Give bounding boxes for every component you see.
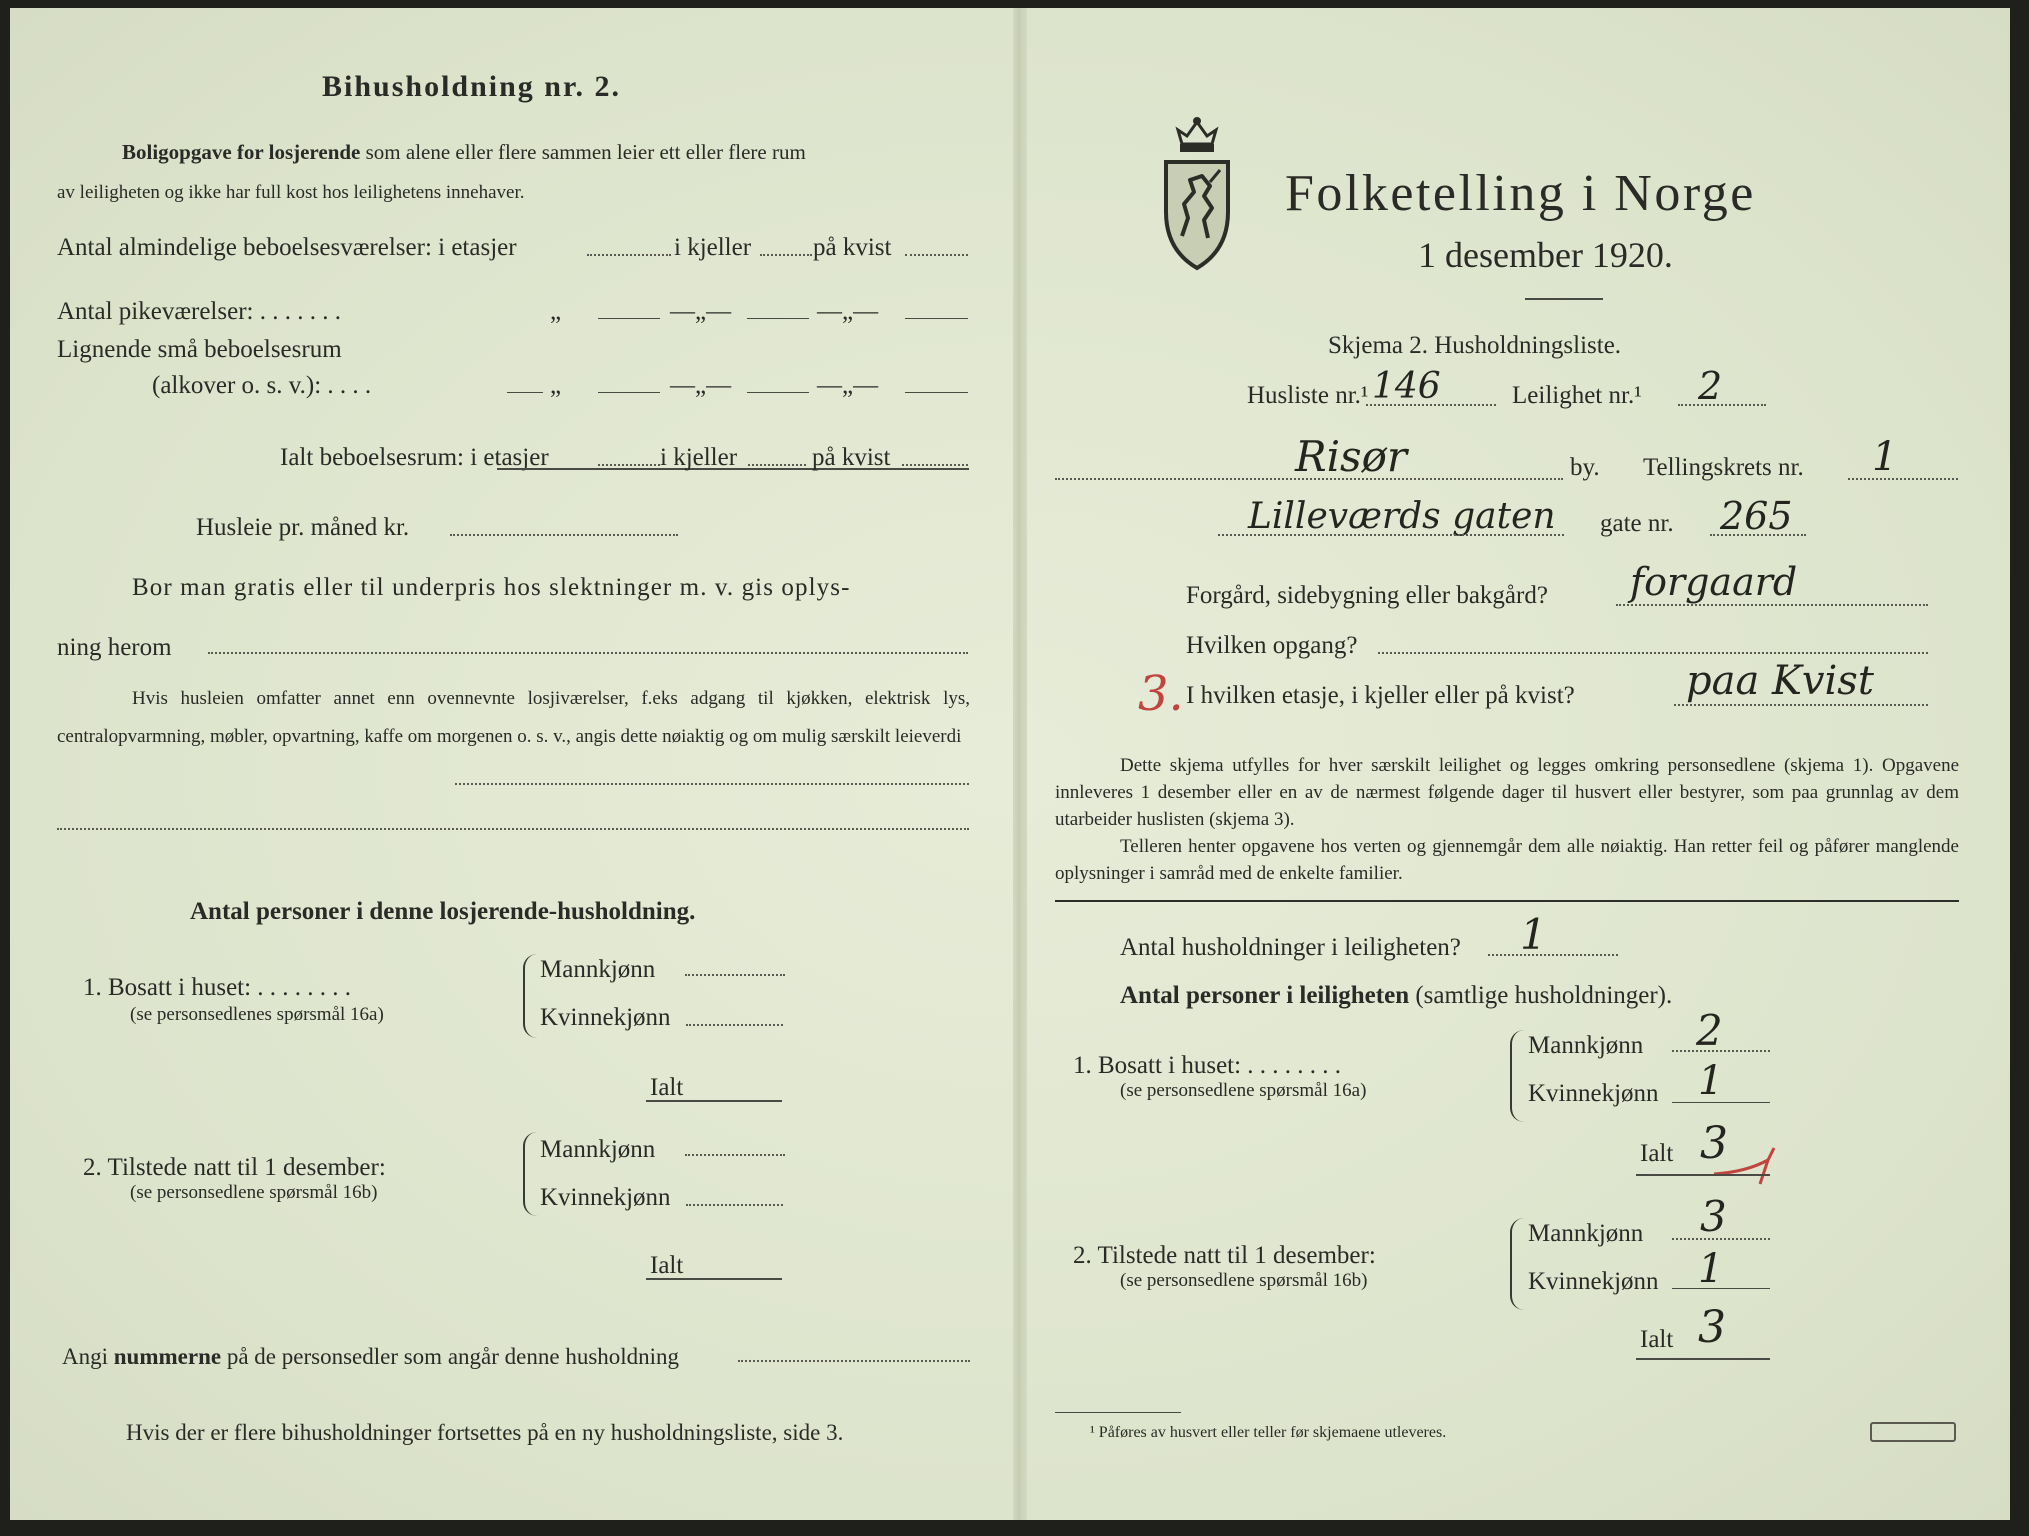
instructions-paragraph-1: Dette skjema utfylles for hver særskilt leilighet og legges omkring personsedlene (skjema 1). Opgavene innleveres 1 desember eller en av de nærmest følgende dager til husvert eller bestyrer, som paa grunnlag av dem utarbeider huslisten (skjema 3). [1055, 755, 1959, 830]
right-bosatt-brace [1510, 1030, 1524, 1122]
krets-label: Tellingskrets nr. [1643, 454, 1804, 481]
right-tilstede-mann-field[interactable] [1672, 1238, 1770, 1240]
gate-label: gate nr. [1600, 510, 1674, 537]
rooms-kjeller-field[interactable] [760, 254, 812, 256]
right-tilstede-brace [1510, 1218, 1524, 1310]
right-bosatt-label: 1. Bosatt i huset: . . . . . . . . [1073, 1052, 1342, 1079]
opgang-label: Hvilken opgang? [1186, 632, 1358, 659]
gate-nr-value: 265 [1720, 494, 1793, 538]
lignende-etasjer-field[interactable] [598, 392, 660, 393]
lignende-label-2: (alkover o. s. v.): . . . . [152, 372, 372, 399]
right-persons-title: Antal personer i leiligheten (samtlige husholdninger). [1120, 982, 1673, 1009]
krets-field[interactable] [1848, 478, 1958, 480]
right-date: 1 desember 1920. [1418, 235, 1673, 275]
etasje-field[interactable] [1674, 704, 1928, 706]
red-check-mark-icon [1710, 1140, 1790, 1188]
intro-line-1: Boligopgave for losjerende som alene eller flere sammen leier ett eller flere rum [122, 140, 806, 164]
right-title: Folketelling i Norge [1285, 165, 1756, 222]
angi-field[interactable] [738, 1360, 970, 1362]
gate-value: Lilleværds gaten [1248, 496, 1556, 537]
left-tilstede-ialt-label: Ialt [650, 1252, 684, 1279]
husliste-field[interactable] [1366, 404, 1496, 406]
left-bosatt-mann-label: Mannkjønn [540, 956, 656, 983]
etasje-value: paa Kvist [1686, 658, 1874, 704]
left-bosatt-ref: (se personsedlenes spørsmål 16a) [130, 1004, 384, 1025]
left-tilstede-kvinne-field[interactable] [686, 1204, 783, 1206]
rooms-kjeller-label: i kjeller [674, 234, 752, 261]
left-tilstede-ialt-field[interactable] [646, 1278, 782, 1280]
instructions-paragraph-2: Telleren henter opgavene hos verten og gjennemgår dem alle nøiaktig. Han retter feil og påfører manglende oplysninger i samråd med de enkelte familier. [1055, 836, 1959, 884]
angi-line: Angi nummerne på de personsedler som angår denne husholdning [62, 1344, 680, 1369]
right-bosatt-ialt-field[interactable] [1636, 1174, 1770, 1176]
right-tilstede-kvinne-value: 1 [1698, 1246, 1724, 1292]
right-tilstede-ialt-label: Ialt [1640, 1326, 1674, 1353]
ialt-kjeller-label: i kjeller [660, 444, 738, 471]
right-tilstede-mann-value: 3 [1700, 1192, 1727, 1241]
left-tilstede-mann-label: Mannkjønn [540, 1136, 656, 1163]
left-bosatt-ialt-field[interactable] [646, 1100, 782, 1102]
right-tilstede-ialt-value: 3 [1698, 1302, 1726, 1353]
right-tilstede-ialt-field[interactable] [1636, 1358, 1770, 1360]
pike-ditto-3: —„— [817, 298, 879, 325]
title-divider [1525, 298, 1603, 300]
right-bosatt-mann-value: 2 [1696, 1006, 1723, 1055]
ialt-kvist-field[interactable] [902, 464, 968, 466]
gratis-field[interactable] [208, 652, 968, 654]
lignende-label-1: Lignende små beboelsesrum [57, 336, 342, 363]
husholdninger-label: Antal husholdninger i leiligheten? [1120, 934, 1461, 961]
right-bosatt-ialt-label: Ialt [1640, 1140, 1674, 1167]
left-bosatt-mann-field[interactable] [685, 974, 785, 976]
right-tilstede-mann-label: Mannkjønn [1528, 1220, 1644, 1247]
by-field[interactable] [1055, 478, 1563, 480]
note-paragraph: Hvis husleien omfatter annet enn ovennevnte losjiværelser, f.eks adgang til kjøkken, elektrisk lys, centralopvarmning, møbler, opvartning, kaffe om morgenen o. s. v., angis dette nøiaktig og om mulig særskilt leieverdi [57, 688, 970, 747]
husholdninger-value: 1 [1520, 910, 1547, 959]
pike-etasjer-field[interactable] [598, 318, 660, 319]
section-divider [1055, 900, 1959, 902]
gratis-line-1: Bor man gratis eller til underpris hos slektninger m. v. gis oplys- [132, 574, 851, 601]
krets-value: 1 [1872, 434, 1898, 480]
pike-label: Antal pikeværelser: . . . . . . . [57, 298, 341, 325]
page-fold [1013, 8, 1027, 1520]
left-tilstede-label: 2. Tilstede natt til 1 desember: [83, 1154, 386, 1181]
etasje-red-mark: 3. [1138, 666, 1184, 722]
rooms-label: Antal almindelige beboelsesværelser: i etasjer [57, 234, 517, 261]
right-tilstede-kvinne-field[interactable] [1672, 1288, 1770, 1289]
right-bosatt-ref: (se personsedlene spørsmål 16a) [1120, 1080, 1367, 1101]
rooms-etasjer-field[interactable] [587, 254, 671, 256]
pike-kvist-field[interactable] [905, 318, 968, 319]
norway-coat-of-arms-icon [1158, 112, 1236, 272]
lignende-kjeller-field[interactable] [747, 392, 809, 393]
husliste-label: Husliste nr.¹ [1247, 382, 1369, 409]
pike-ditto-1: „ [550, 298, 562, 325]
right-tilstede-ref: (se personsedlene spørsmål 16b) [1120, 1270, 1368, 1291]
by-label: by. [1570, 454, 1600, 481]
rooms-kvist-label: på kvist [813, 234, 892, 261]
forgard-field[interactable] [1616, 604, 1928, 606]
pike-kjeller-field[interactable] [747, 318, 809, 319]
rooms-kvist-field[interactable] [905, 254, 968, 256]
lignende-ditto-3: —„— [817, 372, 879, 399]
right-bosatt-ialt-value: 3 [1700, 1118, 1728, 1169]
ialt-etasjer-field[interactable] [598, 464, 660, 466]
left-tilstede-kvinne-label: Kvinnekjønn [540, 1184, 671, 1211]
left-bosatt-kvinne-label: Kvinnekjønn [540, 1004, 671, 1031]
left-persons-title: Antal personer i denne losjerende-husholdning. [190, 898, 696, 925]
husleie-label: Husleie pr. måned kr. [196, 514, 410, 541]
right-bosatt-mann-field[interactable] [1672, 1050, 1770, 1052]
left-title: Bihusholdning nr. 2. [322, 70, 622, 103]
gate-nr-field[interactable] [1710, 534, 1806, 536]
census-form-sheet [10, 8, 2010, 1520]
footnote-rule [1055, 1412, 1181, 1413]
right-bosatt-kvinne-value: 1 [1698, 1058, 1724, 1104]
note-field[interactable] [455, 783, 969, 785]
ialt-kjeller-field[interactable] [748, 464, 806, 466]
gratis-line-2: ning herom [57, 634, 172, 661]
lignende-ditto-2: —„— [670, 372, 732, 399]
forgard-value: forgaard [1630, 560, 1798, 604]
lignende-ditto-1: „ [550, 372, 562, 399]
forgard-label: Forgård, sidebygning eller bakgård? [1186, 582, 1548, 609]
right-tilstede-label: 2. Tilstede natt til 1 desember: [1073, 1242, 1376, 1269]
husleie-field[interactable] [450, 534, 678, 536]
left-bosatt-ialt-label: Ialt [650, 1074, 684, 1101]
right-bosatt-mann-label: Mannkjønn [1528, 1032, 1644, 1059]
right-bosatt-kvinne-field[interactable] [1672, 1102, 1770, 1103]
by-value: Risør [1295, 432, 1407, 481]
skjema-label: Skjema 2. Husholdningsliste. [1328, 332, 1622, 359]
leilighet-label: Leilighet nr.¹ [1512, 382, 1642, 409]
pike-ditto-2: —„— [670, 298, 732, 325]
opgang-field[interactable] [1378, 652, 1928, 654]
lignende-lead-line [507, 392, 543, 393]
husholdninger-field[interactable] [1488, 954, 1618, 956]
ialt-rooms-label: Ialt beboelsesrum: i etasjer [280, 444, 549, 471]
leilighet-field[interactable] [1678, 404, 1766, 406]
right-tilstede-kvinne-label: Kvinnekjønn [1528, 1268, 1659, 1295]
footnote-text: ¹ Påføres av husvert eller teller før skjemaene utleveres. [1090, 1424, 1447, 1441]
printer-stamp-box [1870, 1422, 1956, 1442]
gate-field[interactable] [1218, 534, 1564, 536]
husliste-value: 146 [1372, 366, 1441, 407]
left-bosatt-label: 1. Bosatt i huset: . . . . . . . . [83, 974, 352, 1001]
left-tilstede-mann-field[interactable] [685, 1154, 785, 1156]
note-field-2[interactable] [57, 828, 969, 830]
left-tilstede-ref: (se personsedlene spørsmål 16b) [130, 1182, 378, 1203]
left-bosatt-kvinne-field[interactable] [686, 1024, 783, 1026]
left-bosatt-brace [523, 954, 537, 1038]
left-tilstede-brace [523, 1132, 537, 1216]
etasje-label: I hvilken etasje, i kjeller eller på kvist? [1186, 682, 1575, 709]
right-bosatt-kvinne-label: Kvinnekjønn [1528, 1080, 1659, 1107]
lignende-kvist-field[interactable] [905, 392, 968, 393]
left-footer: Hvis der er flere bihusholdninger fortsettes på en ny husholdningsliste, side 3. [126, 1420, 844, 1445]
ialt-kvist-label: på kvist [812, 444, 891, 471]
leilighet-value: 2 [1698, 364, 1723, 408]
intro-line-2: av leiligheten og ikke har full kost hos leilighetens innehaver. [57, 182, 525, 203]
